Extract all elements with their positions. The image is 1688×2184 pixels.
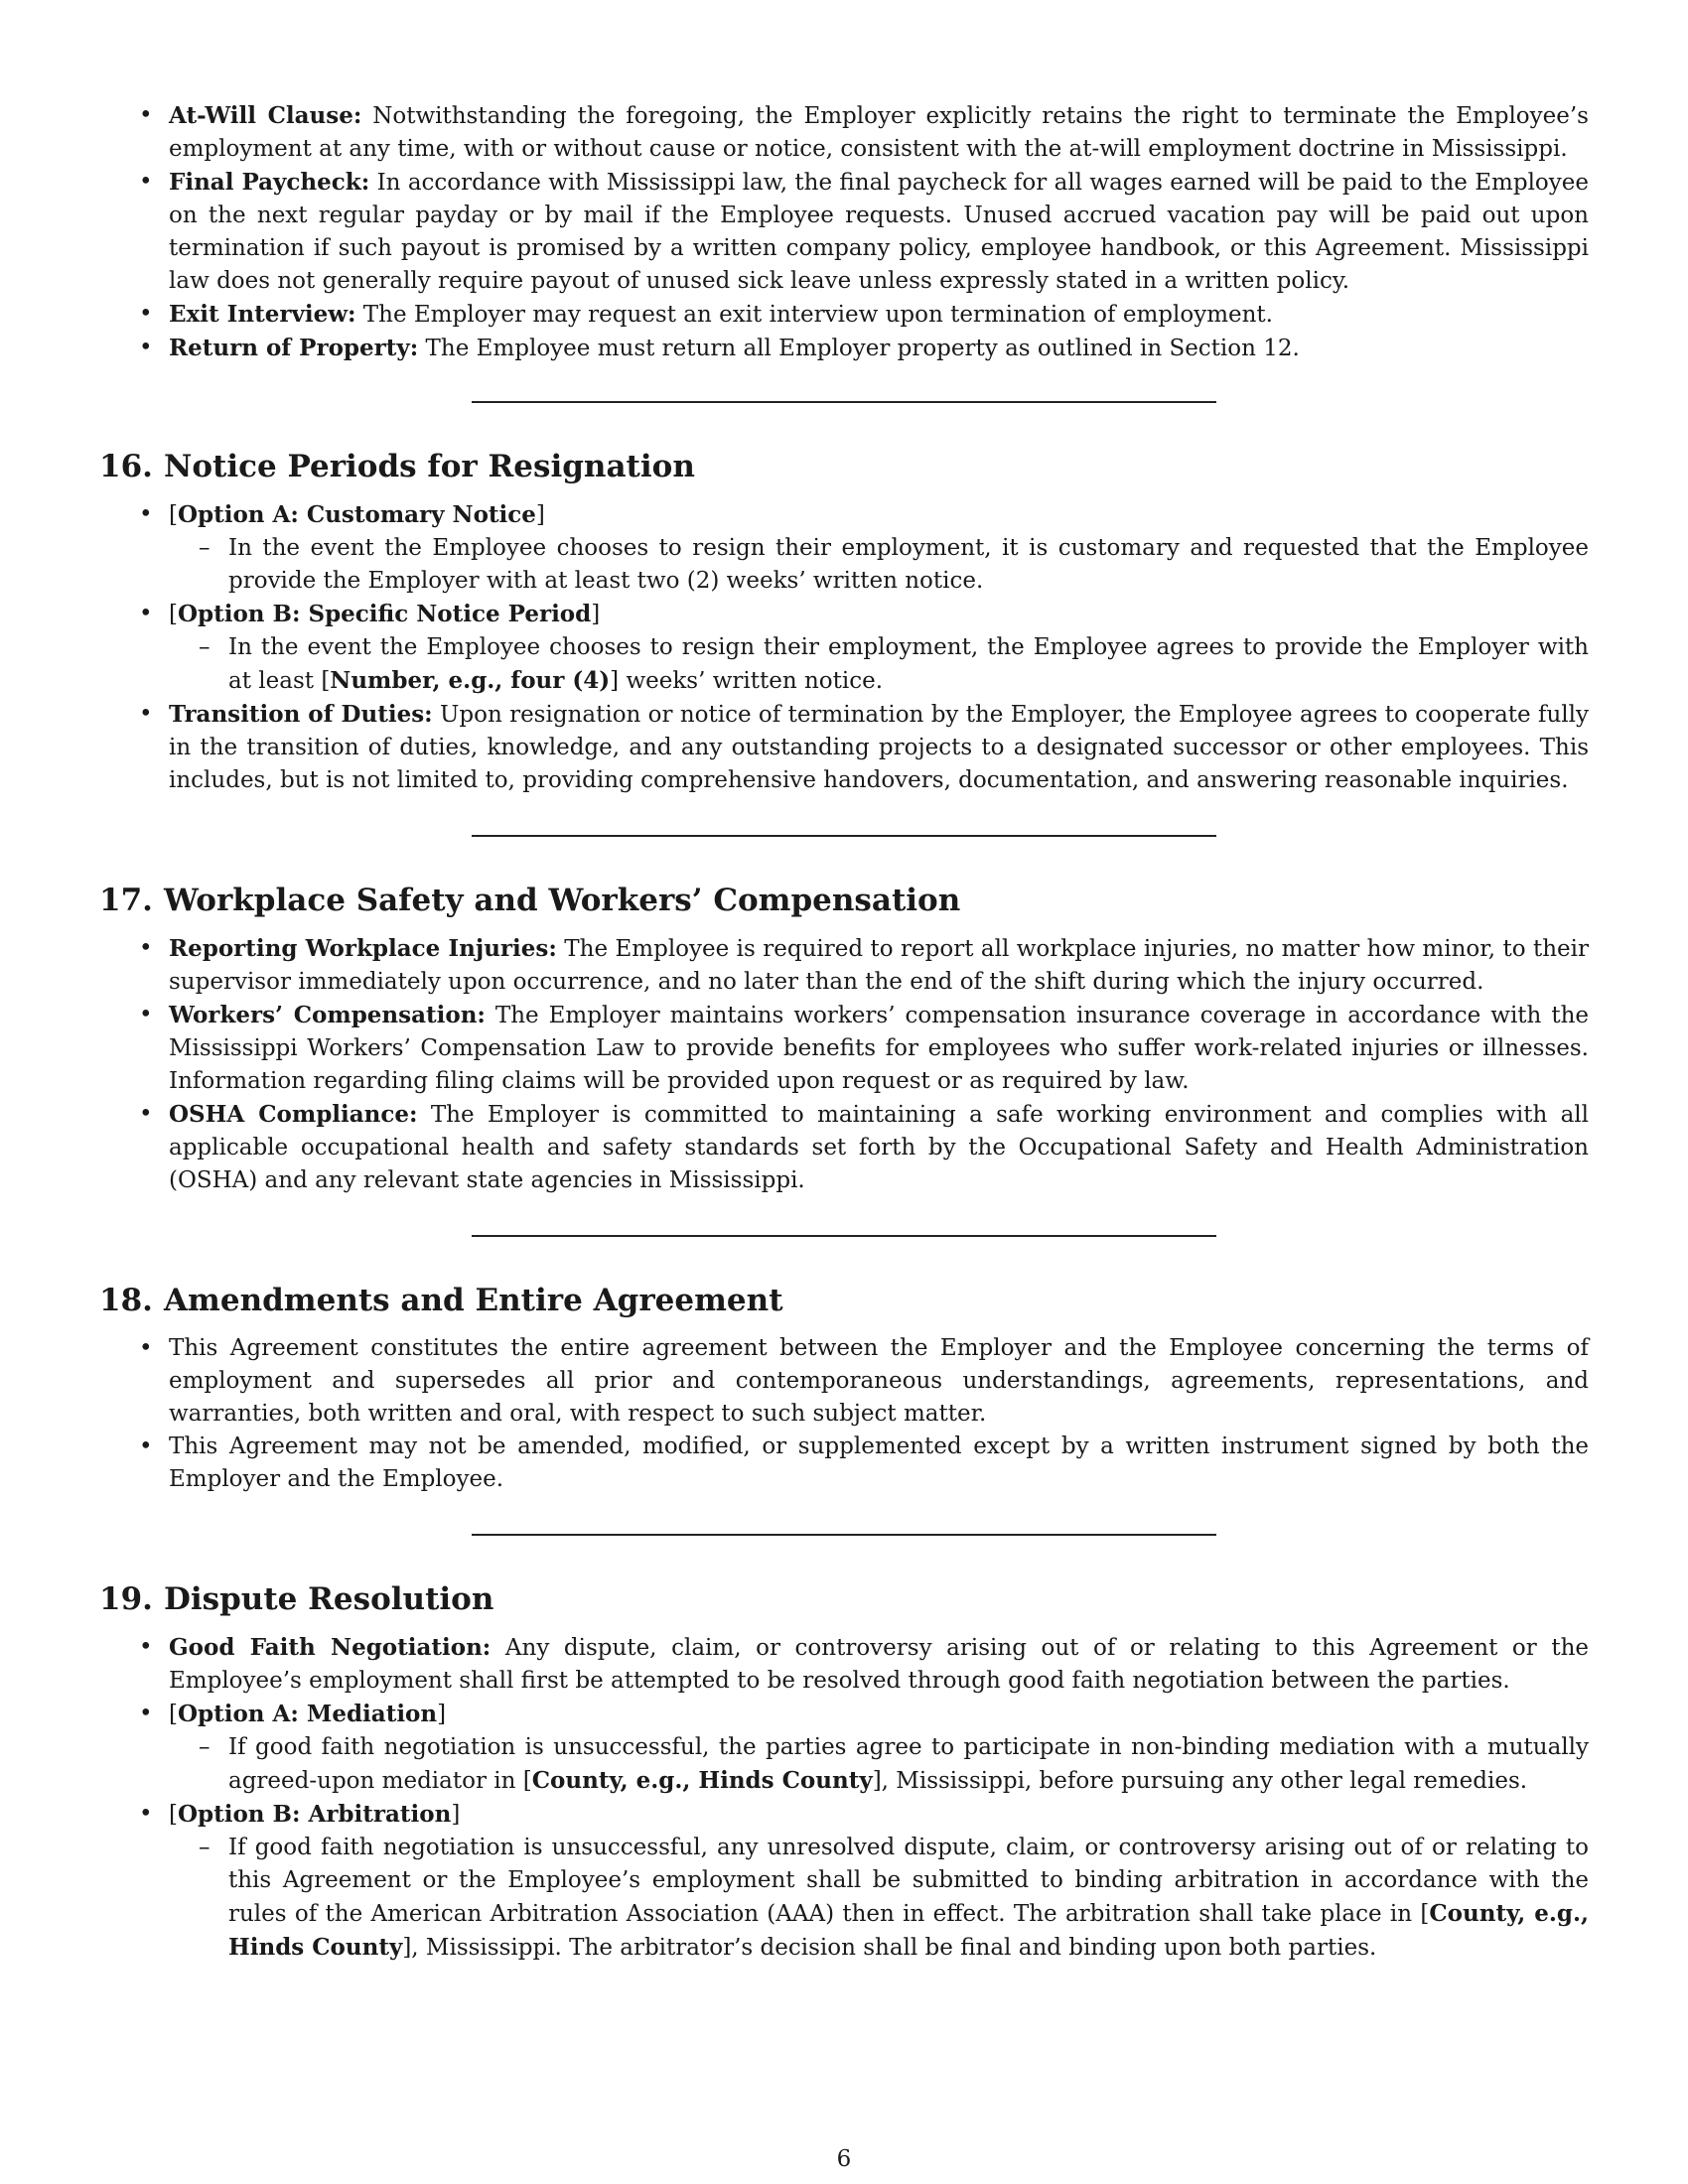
option-label: Option A: Mediation	[177, 1701, 438, 1727]
section-16-list	[99, 498, 1589, 797]
list-item: • [Option A: Mediation] – If good faith negotiation is unsuccessful, the parties agree to participate in non-binding mediation with a mutually agreed-upon mediator in [County, e.g., Hinds County], Mississippi, before pursuing any other legal remedies.	[99, 1698, 1589, 1798]
item-label: At-Will Clause:	[169, 102, 362, 129]
section-divider	[472, 401, 1216, 403]
section-title: Amendments and Entire Agreement	[164, 1283, 783, 1318]
item-label: OSHA Compliance:	[169, 1101, 418, 1128]
item-text: If good faith negotiation is unsuccessful, any unresolved dispute, claim, or controversy arising out of or relating to this Agreement or the Employee’s employment shall be submitted to binding arbitration in accordance with the rules of the American Arbitration Association (AAA) then in effect. The arbitration shall take place in	[228, 1835, 1589, 1927]
list-item	[99, 999, 1589, 1098]
item-label: Workers’ Compensation:	[169, 1002, 486, 1028]
section-divider	[472, 1235, 1216, 1237]
item-text: Notwithstanding the foregoing, the Employer explicitly retains the right to terminate the Employee’s employment at any time, with or without cause or notice, consistent with the at-will employment doctrine in Mississippi.	[169, 103, 1589, 162]
list-item: • This Agreement constitutes the entire agreement between the Employer and the Employee concerning the terms of employment and supersedes all prior and contemporaneous understandings, agreements, representations, and warranties, both written and oral, with respect to such subject matter.	[99, 1332, 1589, 1431]
document-page	[99, 99, 1589, 1965]
item-label: Return of Property:	[169, 335, 419, 361]
item-text: In the event the Employee chooses to resign their employment, the Employee agrees to provide the Employer with at least	[228, 634, 1589, 694]
list-item: • [Option B: Arbitration] – If good faith negotiation is unsuccessful, any unresolved dispute, claim, or controversy arising out of or relating to this Agreement or the Employee’s employment shall be submitted to binding arbitration in accordance with the rules of the American Arbitration Association (AAA) then in effect. The arbitration shall take place in [County, e.g., Hinds County], Mississippi. The arbitrator’s decision shall be final and binding upon both parties.	[99, 1798, 1589, 1965]
list-item: • [Option A: Customary Notice] – In the event the Employee chooses to resign their employment, it is customary and requested that the Employee provide the Employer with at least two (2) weeks’ written notice.	[99, 498, 1589, 598]
item-text: , Mississippi, before pursuing any other legal remedies.	[881, 1768, 1528, 1794]
item-label: Final Paycheck:	[169, 169, 370, 196]
option-label: Option B: Specific Notice Period	[177, 601, 592, 627]
section-19-heading	[99, 1579, 1589, 1619]
section-number: 19.	[99, 1581, 153, 1617]
item-text: If good faith negotiation is unsuccessful, the parties agree to participate in non-binding mediation with a mutually agreed-upon mediator in	[228, 1734, 1589, 1794]
item-text: , Mississippi. The arbitrator’s decision shall be final and binding upon both parties.	[411, 1935, 1377, 1961]
item-text: The Employer may request an exit interview upon termination of employment.	[355, 302, 1273, 328]
sub-list-item: – In the event the Employee chooses to resign their employment, it is customary and requested that the Employee provide the Employer with at least two (2) weeks’ written notice.	[169, 532, 1589, 598]
item-text: Upon resignation or notice of termination by the Employer, the Employee agrees to cooperate fully in the transition of duties, knowledge, and any outstanding projects to a designated successor or other employees. This includes, but is not limited to, providing comprehensive handovers, documentation, and answering reasonable inquiries.	[169, 702, 1589, 793]
page-number: 6	[836, 2146, 852, 2172]
list-item	[99, 166, 1589, 298]
item-text: The Employer is committed to maintaining a safe working environment and complies with all applicable occupational health and safety standards set forth by the Occupational Safety and Health Administration (OSHA) and any relevant state agencies in Mississippi.	[169, 1102, 1590, 1193]
list-item	[99, 1631, 1589, 1698]
list-item	[99, 932, 1589, 999]
section-title: Notice Periods for Resignation	[164, 449, 695, 484]
item-label: Exit Interview:	[169, 301, 356, 328]
sub-list-item: – In the event the Employee chooses to resign their employment, the Employee agrees to provide the Employer with at least [Number, e.g., four (4)] weeks’ written notice.	[169, 631, 1589, 698]
item-text: The Employee must return all Employer property as outlined in Section 12.	[418, 336, 1300, 361]
section-19-list	[99, 1631, 1589, 1965]
item-text: The Employee is required to report all workplace injuries, no matter how minor, to their supervisor immediately upon occurrence, and no later than the end of the shift during which the injury occurred.	[169, 936, 1589, 995]
item-text: weeks’ written notice.	[619, 668, 884, 694]
section-number: 18.	[99, 1283, 153, 1318]
list-item: • [Option B: Specific Notice Period] – In the event the Employee chooses to resign their employment, the Employee agrees to provide the Employer with at least [Number, e.g., four (4)] weeks’ written notice.	[99, 598, 1589, 698]
sub-list	[169, 631, 1589, 698]
list-item	[99, 298, 1589, 332]
item-text: In accordance with Mississippi law, the final paycheck for all wages earned will be paid to the Employee on the next regular payday or by mail if the Employee requests. Unused accrued vacation pay will be paid out upon termination if such payout is promised by a written company policy, employee handbook, or this Agreement. Mississippi law does not generally require payout of unused sick leave unless expressly stated in a written policy.	[169, 170, 1589, 294]
sub-list	[169, 532, 1589, 598]
section-17-heading	[99, 881, 1589, 920]
sub-list	[169, 1832, 1589, 1965]
section-title: Dispute Resolution	[164, 1581, 494, 1617]
list-item	[99, 332, 1589, 365]
placeholder-text: County, e.g., Hinds County	[228, 1900, 1589, 1961]
section-number: 16.	[99, 449, 153, 484]
list-item: • This Agreement may not be amended, modified, or supplemented except by a written instrument signed by both the Employer and the Employee.	[99, 1431, 1589, 1496]
section-18-heading	[99, 1281, 1589, 1320]
termination-list	[99, 99, 1589, 365]
list-item	[99, 698, 1589, 797]
section-number: 17.	[99, 883, 153, 918]
section-18-list	[99, 1332, 1589, 1496]
item-text: The Employer maintains workers’ compensation insurance coverage in accordance with the Mississippi Workers’ Compensation Law to provide benefits for employees who suffer work-related injuries or illnesses. Information regarding filing claims will be provided upon request or as required by law.	[169, 1003, 1589, 1094]
section-divider	[472, 835, 1216, 837]
sub-list-item: – If good faith negotiation is unsuccessful, the parties agree to participate in non-binding mediation with a mutually agreed-upon mediator in [County, e.g., Hinds County], Mississippi, before pursuing any other legal remedies.	[169, 1731, 1589, 1798]
item-label: Good Faith Negotiation:	[169, 1634, 492, 1661]
option-label: Option B: Arbitration	[177, 1801, 452, 1828]
sub-list	[169, 1731, 1589, 1798]
option-label: Option A: Customary Notice	[177, 501, 536, 528]
section-17-list	[99, 932, 1589, 1197]
placeholder-text: Number, e.g., four (4)	[330, 667, 611, 694]
sub-list-item: – If good faith negotiation is unsuccessful, any unresolved dispute, claim, or controversy arising out of or relating to this Agreement or the Employee’s employment shall be submitted to binding arbitration in accordance with the rules of the American Arbitration Association (AAA) then in effect. The arbitration shall take place in [County, e.g., Hinds County], Mississippi. The arbitrator’s decision shall be final and binding upon both parties.	[169, 1832, 1589, 1965]
placeholder-text: County, e.g., Hinds County	[531, 1767, 873, 1794]
item-label: Reporting Workplace Injuries:	[169, 935, 557, 962]
list-item	[99, 99, 1589, 166]
item-label: Transition of Duties:	[169, 701, 433, 728]
section-title: Workplace Safety and Workers’ Compensation	[164, 883, 961, 918]
section-divider	[472, 1534, 1216, 1536]
list-item	[99, 1098, 1589, 1197]
section-16-heading	[99, 447, 1589, 486]
item-text: Any dispute, claim, or controversy arising out of or relating to this Agreement or the Employee’s employment shall first be attempted to be resolved through good faith negotiation between the parties.	[169, 1635, 1589, 1694]
